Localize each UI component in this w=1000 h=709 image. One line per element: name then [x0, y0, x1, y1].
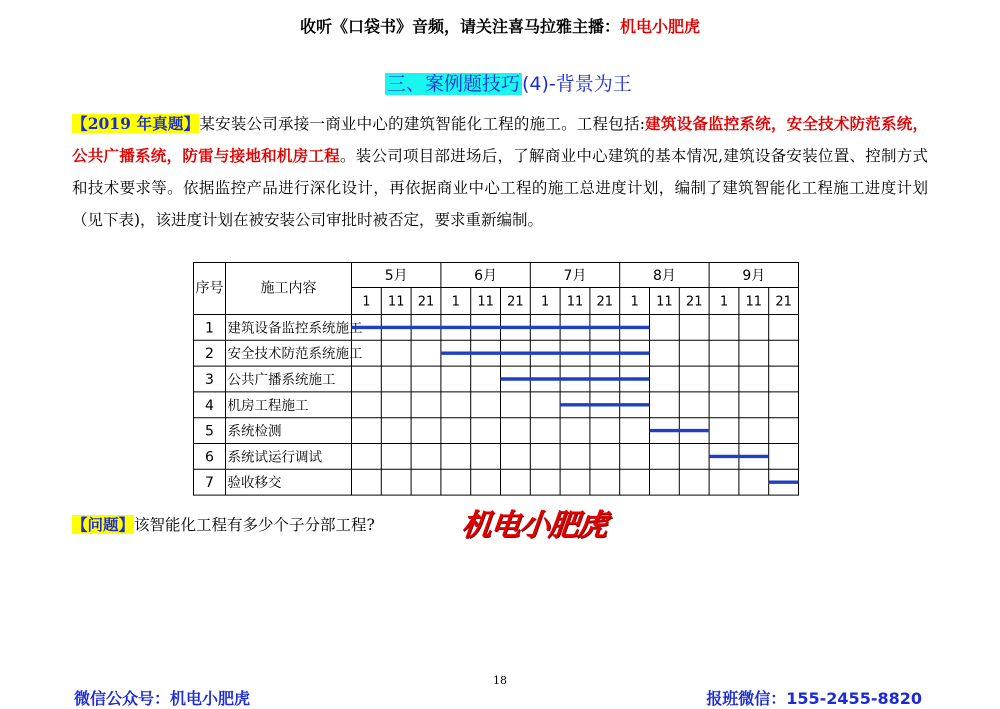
month-label: 8月 — [652, 268, 676, 284]
question-tag: 【问题】 — [72, 515, 135, 534]
day-label: 1 — [719, 294, 729, 310]
section-title — [385, 70, 632, 98]
question-text: 该智能化工程有多少个子分部工程? — [134, 516, 375, 534]
paragraph-text-2: 。装公司项目部进场后，了解商业中心建筑的基本情况,建筑设备安装位置、控制方式和技术要求等。依据监控产品进行深化设计，再依据商业中心工程的施工总进度计划，编制了建筑智能化工程施工进度计划（见下表)，该进度计划在被安装公司审批时被否定，要求重新编制。 — [72, 147, 928, 229]
task-name: 建筑设备监控系统施工 — [227, 320, 363, 337]
header-content: 施工内容 — [260, 280, 317, 297]
paragraph-text-1: 某安装公司承接一商业中心的建筑智能化工程的施工。工程包括: — [199, 115, 645, 133]
task-name: 公共广播系统施工 — [227, 372, 336, 388]
day-label: 1 — [451, 294, 460, 310]
month-label: 9月 — [742, 268, 766, 284]
month-label: 6月 — [474, 268, 498, 284]
year-tag: 【2019 年真题】 — [72, 114, 200, 133]
month-label: 7月 — [563, 268, 587, 284]
day-label: 1 — [541, 294, 550, 310]
month-label: 5月 — [384, 268, 408, 284]
task-name: 系统检测 — [227, 423, 282, 440]
task-number: 7 — [205, 475, 214, 492]
header-prefix: 收听《口袋书》音频，请关注喜马拉雅主播： — [299, 17, 620, 36]
question — [72, 512, 375, 538]
day-label: 21 — [775, 294, 792, 310]
day-label: 11 — [566, 294, 584, 310]
page-number: 18 — [493, 674, 507, 687]
day-label: 11 — [745, 294, 763, 310]
day-label: 21 — [417, 294, 435, 310]
gantt-chart — [193, 262, 803, 496]
day-label: 21 — [685, 294, 703, 310]
task-name: 验收移交 — [227, 475, 282, 492]
task-number: 6 — [205, 449, 214, 466]
gantt-table — [193, 262, 803, 496]
day-label: 1 — [362, 294, 371, 310]
task-number: 5 — [205, 423, 214, 440]
task-number: 1 — [205, 320, 214, 337]
paragraph-highlight: 建筑设备监控系统，安全技术防范系统，公共广播系统，防雷与接地和机房工程 — [72, 114, 928, 165]
day-label: 21 — [507, 294, 524, 310]
day-label: 11 — [656, 294, 673, 310]
page-header — [0, 14, 1000, 37]
day-label: 11 — [477, 294, 494, 310]
task-name: 系统试运行调试 — [227, 449, 322, 466]
header-seq: 序号 — [195, 280, 224, 297]
footer-contact: 报班微信：155-2455-8820 — [706, 689, 922, 708]
task-number: 4 — [205, 397, 214, 414]
task-name: 安全技术防范系统施工 — [227, 346, 363, 363]
header-brand: 机电小肥虎 — [620, 17, 701, 36]
case-paragraph — [72, 108, 928, 236]
task-number: 3 — [205, 372, 214, 388]
section-title-rest: (4)-背景为王 — [522, 73, 632, 95]
footer-wechat-account: 微信公众号：机电小肥虎 — [74, 689, 251, 708]
task-name: 机房工程施工 — [227, 397, 309, 414]
watermark-logo: 机电小肥虎 — [459, 508, 609, 543]
section-title-highlight: 三、案例题技巧 — [387, 73, 521, 95]
day-label: 21 — [596, 294, 614, 310]
day-label: 1 — [630, 294, 639, 310]
day-label: 11 — [387, 294, 405, 310]
task-number: 2 — [205, 346, 214, 363]
